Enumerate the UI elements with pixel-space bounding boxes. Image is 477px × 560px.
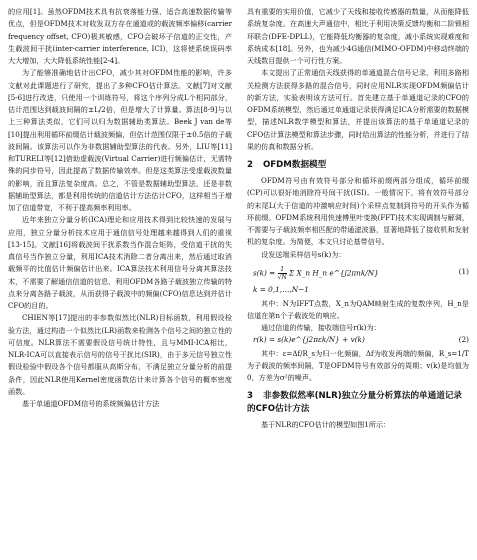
paragraph-method-lead: 基于单通道OFDM信号的系统频偏估计方法 bbox=[22, 399, 160, 408]
section-title: 非参数似然率(NLR)独立分量分析算法的单通道记录的CFO估计方法 bbox=[247, 391, 463, 415]
equation-2 bbox=[247, 335, 469, 348]
paragraph-nlr-background: CHIEN等[17]提出的非参数似然比(NLR)目标函数，利用假设检验方法，通过构造一个似然比(LR)函数来检测各个信号之间的独立性的可信度。NLR算法不需要假设信号统计特性，且与MMI-ICA相比，NLR-ICA可以直接表示信号的信号干扰比(SIR)，由于多元信号独立性假设检验中假设各个信号都服从高斯分布，不满足独立分量分析的前提条件，因此NLR使用Kernel密度函数估计来计算各个信号的概率密度函数。 bbox=[8, 313, 232, 396]
section-heading-3 bbox=[247, 390, 469, 416]
paragraph-model-lead: 基于NLR的CFO估计的模型如图1所示： bbox=[261, 420, 391, 430]
section-title: OFDM数据模型 bbox=[263, 160, 327, 170]
equation-2-formula: r(k) = s(k)e^{j2πεk/N} + v(k) bbox=[253, 334, 365, 344]
paragraph-eq1-intro: 设发送端采样信号s(k)为： bbox=[261, 249, 346, 259]
equation-1-formula: $s(k) = \frac{1}{√N}$ Σ X_n H_n e^{j2πnk/N} bbox=[253, 265, 379, 281]
paragraph-ofdm-model: OFDM符号由有效符号部分和循环前缀两部分组成，循环前缀(CP)可以很好地消除符号间干扰(ISI)。一般情况下，将有效符号部分的末尾L(大于信道的冲激响应时间)个采样点复制到符号的开头作为循环前缀。OFDM系统利用快速傅里叶变换(FFT)技术实现调制与解调，不需要与子载波频率相匹配的带通滤波器，显著地降低了接收机和发射机的复杂度。为简便，本文只讨论基带信号。 bbox=[247, 176, 469, 247]
equation-1 bbox=[247, 263, 469, 283]
equation-2-number: (2) bbox=[458, 334, 469, 344]
left-column bbox=[8, 6, 232, 410]
paragraph-contribution: 本文提出了正常通信天线获得的单通道混合信号记录，利用多路相关检测方法获得多路的混合信号，同时应用NLR实现OFDM频偏估计的新方法，实验表明该方法可行。首先建立基于单通道记录的CFO的OFDM系统模型，然后通过单通道记录获得满足ICA分析需要的数据模型，描述NLR数学模型和算法，并提出该算法的基于单通道记录的CFO估计算法模型和算法步骤，同时给出算法的性能分析，并进行了结果的仿真和数据分析。 bbox=[247, 68, 469, 151]
section-number: 2 bbox=[247, 160, 253, 170]
equation-1-number: (1) bbox=[458, 266, 469, 276]
paragraph-intro-end: 的应用[1]。虽然OFDM技术具有抗衰落能力强、适合高速数据传输等优点，但是OFDM技术对收发双方存在通道或的载波频率偏移(carrier frequency offset, CFO)极其敏感，CFO会破坏子信道的正交性，产生载波间干扰(inter-carrier interference, ICI)，这将使系统误码率大大增加，大大降低系统性能[2-4]。 bbox=[8, 7, 232, 65]
right-column bbox=[247, 6, 469, 432]
section-number: 3 bbox=[247, 391, 253, 402]
paragraph-eq2-explain: 其中：ε=Δf/R_s为归一化频偏，Δf为收发两端的频偏，R_s=1/T为子载波的频率间隔，T是OFDM符号有效部分的周期；v(k)是均值为0，方差为σ²的噪声。 bbox=[247, 348, 469, 382]
paragraph-eq1-explain: 其中：N为IFFT点数，X_n为QAM映射生成的复数序列，H_n是信道在第n个子载波处的响应。 bbox=[247, 298, 469, 320]
paragraph-related-work: 为了能够准确地估计出CFO，减少其对OFDM性能的影响，许多文献对此课题进行了研究，提出了多种CFO估计算法。文献[7]对文献[5-6]进行改进，只使用一个训练符号，将这个序列分成L个相同部分，估计范围达到载波间隔的±L/2倍，但是增大了计算量。算法[8-9]与以上三种算法类似，它们可以归为数据辅助类算法。Beek J van de等[10]提出利用循环前缀估计载波频偏，但估计范围仅限于±0.5倍的子载波间隔。该算法可以作为非数据辅助型算法的代表。另外，LIU等[11]和TURELI等[12]借助虚载波(Virtual Carrier)进行频偏估计，无需特殊的同步符号，因此提高了数据传输效率。但是这类算法受虚载波数量的影响，而且算法复杂度高。总之，不管是数据辅助型算法，还是非数据辅助型算法，都是利用传统的信道估计方法估计CFO，这样相当于增加了信道带宽，不利于提高频率利用率。 bbox=[8, 68, 232, 212]
equation-1-range: k = 0,1,…,N−1 bbox=[253, 284, 309, 294]
paragraph-ica-background: 近年来独立分量分析(ICA)理论和应用技术得到比较快速的发展与应用，独立分量分析技术应用于通信信号处理越来越得到人们的重视[13-15]。文献[16]将载波间干扰系数当作混合矩阵，受信道干扰的失真信号当作独立分量，利用ICA技术消除二者分离出来，然后通过取消载频平的比值估计频偏估计出来。ICA算法技术利用信号分离其算法技术，不需要了解通信信道的信息，利用OFDM各路子载波独立传输的特点来分离各路子载波，从而获得子载波中的频偏(CFO)信息达到并估计CFO的目的。 bbox=[8, 215, 232, 310]
section-heading-2 bbox=[247, 159, 469, 172]
paragraph-eq2-intro: 通过信道的传输，接收端信号r(k)为： bbox=[261, 323, 381, 333]
paragraph-continued: 具有重要的实用价值，它减少了天线和接收传感器的数量，从而能降低系统复杂度。在高速大声通信中，相比于利用决策反馈均衡和二阶锁相环联合(DFE-DPLL)，它能降低均衡器的复杂度，减小系统实现难度和系统成本[18]。另外，也为减少4G通信(MIMO-OFDM)中移动终端的天线数目提供一个可行性方案。 bbox=[247, 7, 469, 65]
